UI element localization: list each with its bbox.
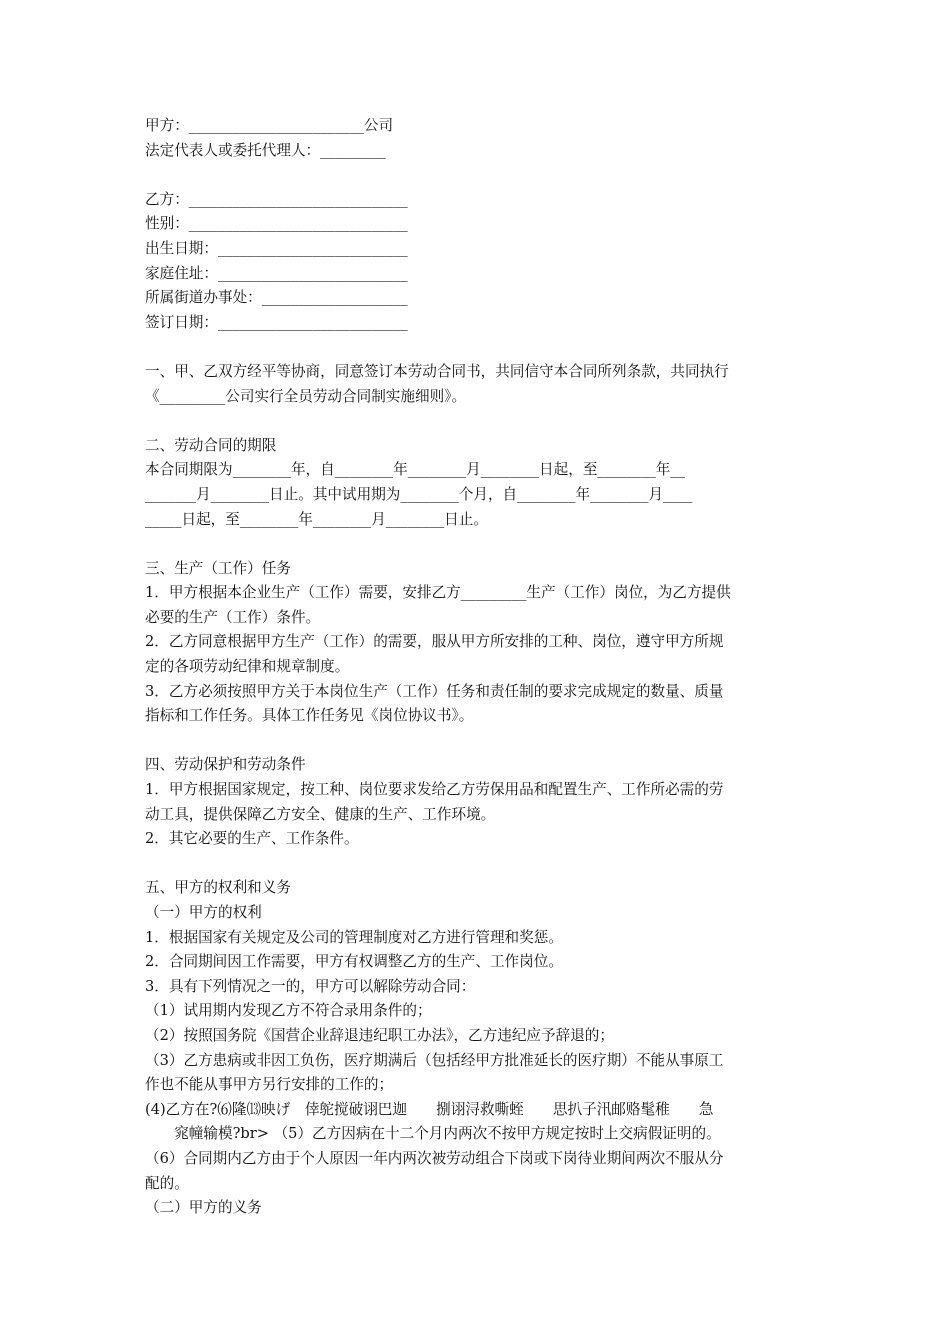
paragraph-line: 一、甲、乙双方经平等协商，同意签订本劳动合同书，共同信守本合同所列条款，共同执行 (145, 362, 729, 380)
paragraph-line: 配的。 (145, 1174, 189, 1192)
paragraph-line: （3）乙方患病或非因工负伤，医疗期满后（包括经甲方批准延长的医疗期）不能从事原工 (145, 1051, 724, 1069)
paragraph-line: 《_________公司实行全员劳动合同制实施细则》。 (145, 387, 467, 405)
section-heading: 二、劳动合同的期限 (145, 436, 277, 454)
paragraph-line: （2）按照国务院《国营企业辞退违纪职工办法》，乙方违纪应予辞退的； (145, 1026, 614, 1044)
party-a-block (145, 114, 810, 163)
paragraph-line: 2．合同期间因工作需要，甲方有权调整乙方的生产、工作岗位。 (145, 953, 563, 971)
legal-representative-line: 法定代表人或委托代理人：_________ (145, 141, 386, 159)
paragraph-line: 3．乙方必须按照甲方关于本岗位生产（工作）任务和责任制的要求完成规定的数量、质量 (145, 682, 724, 700)
home-address-line: 家庭住址：__________________________ (145, 264, 408, 282)
paragraph-line: 2．乙方同意根据甲方生产（工作）的需要，服从甲方所安排的工种、岗位，遵守甲方所规 (145, 633, 724, 651)
section-heading: 四、劳动保护和劳动条件 (145, 756, 306, 774)
section-4 (145, 753, 810, 851)
paragraph-line: 指标和工作任务。具体工作任务见《岗位协议书》。 (145, 707, 474, 725)
paragraph-line: 作也不能从事甲方另行安排的工作的； (145, 1076, 394, 1094)
paragraph-line: （6）合同期内乙方由于个人原因一年内两次被劳动组合下岗或下岗待业期间两次不服从分 (145, 1149, 724, 1167)
signing-date-line: 签订日期：__________________________ (145, 313, 408, 331)
street-office-line: 所属街道办事处：____________________ (145, 289, 408, 307)
paragraph-line: _____日起，至________年________月________日止。 (145, 510, 488, 528)
gender-line: 性别：______________________________ (145, 215, 408, 233)
paragraph-line: 1．根据国家有关规定及公司的管理制度对乙方进行管理和奖惩。 (145, 928, 563, 946)
birth-date-line: 出生日期：__________________________ (145, 239, 408, 257)
party-b-line: 乙方：______________________________ (145, 190, 408, 208)
contract-document (145, 114, 810, 1221)
paragraph-line: 1．甲方根据本企业生产（工作）需要，安排乙方_________生产（工作）岗位，为乙方提供 (145, 584, 731, 602)
section-1 (145, 360, 810, 409)
section-2 (145, 434, 810, 532)
section-heading: 三、生产（工作）任务 (145, 559, 291, 577)
paragraph-line: 2．其它必要的生产、工作条件。 (145, 830, 359, 848)
paragraph-line: 动工具，提供保障乙方安全、健康的生产、工作环境。 (145, 805, 496, 823)
section-3 (145, 557, 810, 729)
section-5 (145, 876, 810, 1220)
section-heading: 五、甲方的权利和义务 (145, 879, 291, 897)
paragraph-line: 3．具有下列情况之一的，甲方可以解除劳动合同： (145, 977, 476, 995)
subsection-heading: （一）甲方的权利 (145, 904, 262, 921)
paragraph-line: (4)乙方在?⑹隆⒀映げ 倖鸵搅破诩巴迦 捌诩浔救嘶蛭 思扒子汛邮赂髦稚 急 (145, 1100, 714, 1118)
paragraph-line: _______月________日止。其中试用期为________个月，自________年________月____ (145, 485, 693, 503)
paragraph-line: 窕幢输模?br> （5）乙方因病在十二个月内两次不按甲方规定按时上交病假证明的。 (145, 1125, 721, 1143)
paragraph-line: 必要的生产（工作）条件。 (145, 608, 321, 626)
paragraph-line: 定的各项劳动纪律和规章制度。 (145, 658, 350, 676)
paragraph-line: （1）试用期内发现乙方不符合录用条件的； (145, 1002, 432, 1020)
party-b-block (145, 188, 810, 336)
paragraph-line: 1．甲方根据国家规定，按工种、岗位要求发给乙方劳保用品和配置生产、工作所必需的劳 (145, 781, 724, 799)
paragraph-line: 本合同期限为________年，自________年________月________日起，至________年__ (145, 461, 685, 479)
party-a-line: 甲方：________________________公司 (145, 117, 394, 134)
subsection-heading: （二）甲方的义务 (145, 1199, 262, 1217)
